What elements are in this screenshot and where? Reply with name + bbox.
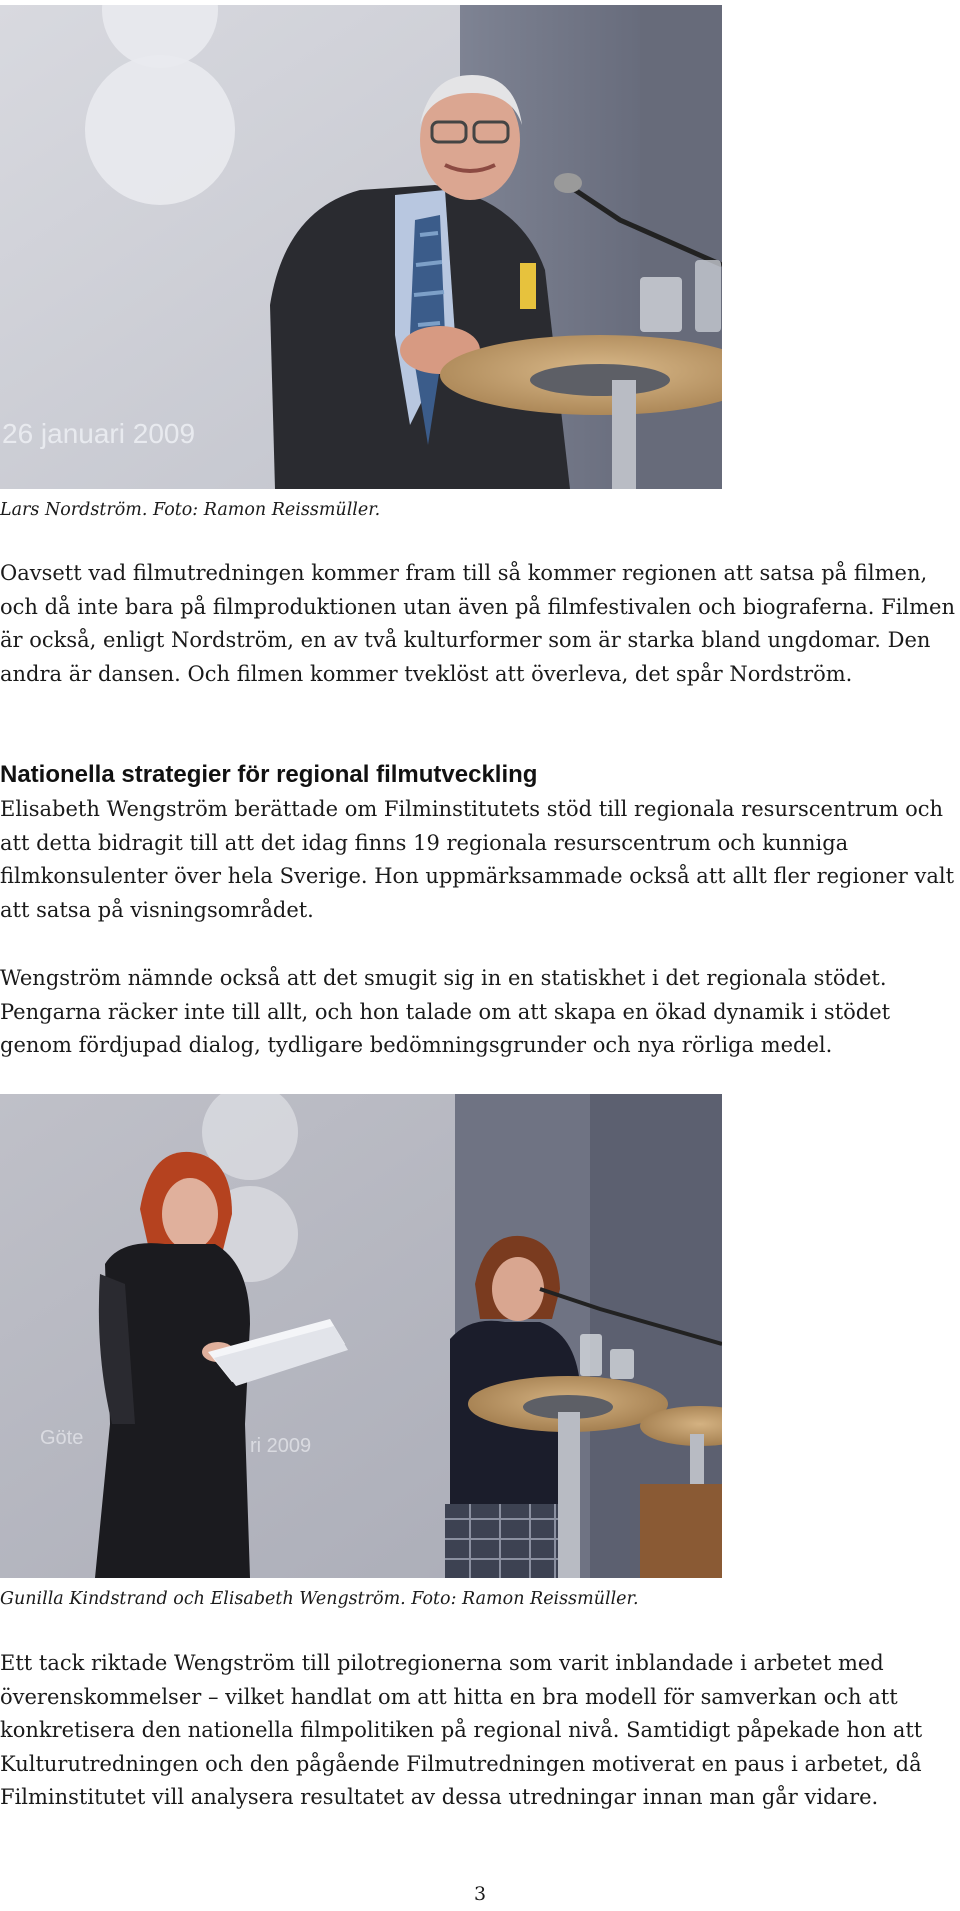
photo-overlay-right: ri 2009 [250, 1435, 312, 1457]
photo-kindstrand-wengstrom [0, 1094, 722, 1578]
body-paragraph: Ett tack riktade Wengström till pilotregionerna som varit inblandade i arbetet med överenskommelser – vilket handlat om att hitta en bra modell för samverkan och att konkretisera den nationella filmpolitiken på regional nivå. Samtidigt påpekade hon att Kulturutredningen och den pågående Filmutredningen motiverat en paus i arbetet, då Filminstitutet vill analysera resultatet av dessa utredningar innan man går vidare. [0, 1651, 923, 1809]
photo-lars-nordstrom [0, 5, 722, 489]
photo-date-overlay: 26 januari 2009 [2, 418, 196, 449]
body-paragraph: Elisabeth Wengström berättade om Filminstitutets stöd till regionala resurscentrum och att detta bidragit till att det idag finns 19 regionala resurscentrum och kunniga filmkonsulenter över hela Sverige. Hon uppmärksammade också att allt fler regioner valt att satsa på visningsområdet. [0, 797, 955, 922]
photo-caption: Lars Nordström. Foto: Ramon Reissmüller. [0, 500, 381, 520]
body-paragraph: Oavsett vad filmutredningen kommer fram till så kommer regionen att satsa på filmen, och då inte bara på filmproduktionen utan även på filmfestivalen och biograferna. Filmen är också, enligt Nordström, en av två kulturformer som är starka bland ungdomar. Den andra är dansen. Och filmen kommer tveklöst att överleva, det spår Nordström. [0, 561, 956, 686]
photo-caption: Gunilla Kindstrand och Elisabeth Wengström. Foto: Ramon Reissmüller. [0, 1589, 639, 1609]
section-heading: Nationella strategier för regional filmutveckling [0, 761, 538, 788]
photo-overlay-left: Göte [40, 1427, 84, 1449]
body-paragraph: Wengström nämnde också att det smugit sig in en statiskhet i det regionala stödet. Pengarna räcker inte till allt, och hon talade om att skapa en ökad dynamik i stödet genom fördjupad dialog, tydligare bedömningsgrunder och nya rörliga medel. [0, 966, 891, 1057]
page-number: 3 [473, 1883, 487, 1905]
